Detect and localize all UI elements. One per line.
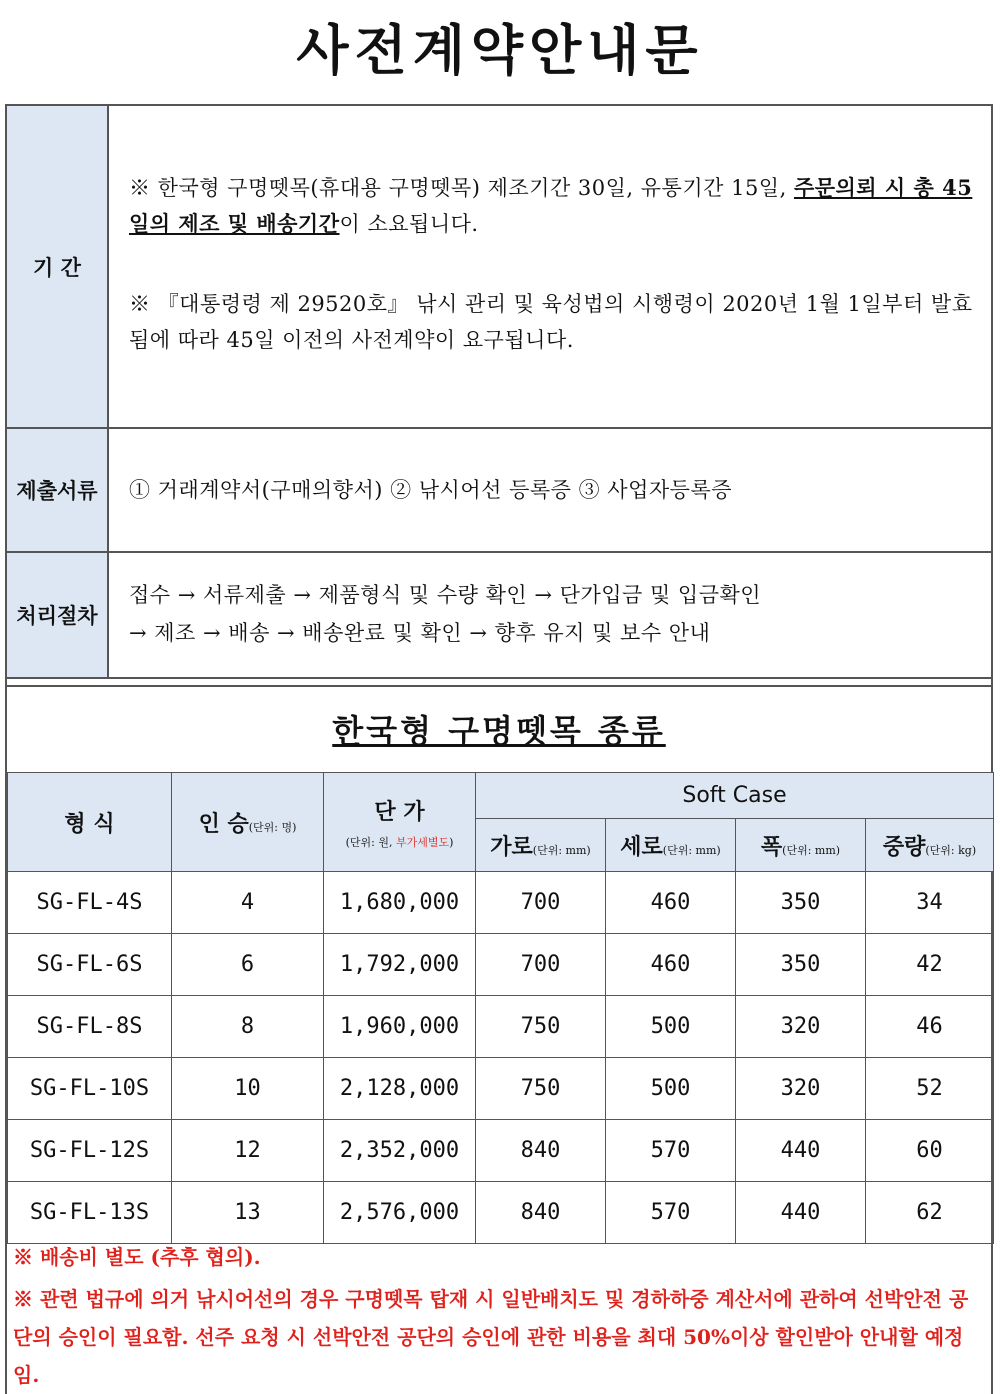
cell-model: SG-FL-6S: [8, 934, 172, 996]
header-model: 형 식: [8, 773, 172, 872]
documents-text: ① 거래계약서(구매의향서) ② 낚시어선 등록증 ③ 사업자등록증: [129, 478, 733, 502]
header-softcase: Soft Case: [476, 773, 994, 819]
cell-capacity: 8: [172, 996, 324, 1058]
period-note-1-emphasis: 주문의뢰 시 총 45일의 제조 및 배송기간: [129, 175, 973, 236]
cell-price: 1,960,000: [324, 996, 476, 1058]
cell-width: 750: [476, 996, 606, 1058]
header-capacity-unit: (단위: 명): [248, 820, 297, 834]
header-width-label: 가로: [490, 833, 533, 860]
cell-depth: 570: [606, 1120, 736, 1182]
procedure-content: [107, 553, 991, 677]
cell-depth: 500: [606, 1058, 736, 1120]
cell-capacity: 6: [172, 934, 324, 996]
header-height-label: 폭: [760, 833, 783, 860]
cell-width: 700: [476, 872, 606, 934]
cell-height: 350: [736, 934, 866, 996]
cell-weight: 62: [866, 1182, 994, 1244]
cell-model: SG-FL-10S: [8, 1058, 172, 1120]
cell-width: 750: [476, 1058, 606, 1120]
cell-weight: 42: [866, 934, 994, 996]
note-shipping: ※ 배송비 별도 (추후 협의).: [13, 1245, 261, 1269]
cell-price: 1,680,000: [324, 872, 476, 934]
header-price-label: 단 가: [374, 798, 425, 825]
header-width-unit: (단위: mm): [532, 843, 591, 857]
cell-capacity: 4: [172, 872, 324, 934]
cell-height: 320: [736, 996, 866, 1058]
cell-price: 2,576,000: [324, 1182, 476, 1244]
header-capacity: [172, 773, 324, 872]
page-title: 사전계약안내문: [296, 17, 704, 82]
procedure-line-2: → 제조 → 배송 → 배송완료 및 확인 → 향후 유지 및 보수 안내: [129, 621, 711, 645]
cell-model: SG-FL-4S: [8, 872, 172, 934]
cell-width: 840: [476, 1120, 606, 1182]
period-note-1: [129, 170, 991, 242]
cell-depth: 570: [606, 1182, 736, 1244]
cell-depth: 460: [606, 934, 736, 996]
cell-model: SG-FL-13S: [8, 1182, 172, 1244]
cell-price: 1,792,000: [324, 934, 476, 996]
note-regulation: ※ 관련 법규에 의거 낚시어선의 경우 구명뗏목 탑재 시 일반배치도 및 경하하중 계산서에 관하여 선박안전 공단의 승인이 필요함. 선주 요청 시 선박안전 공단의 승인에 관한 비용을 최대 50%이상 할인받아 안내할 예정임.: [13, 1287, 969, 1387]
header-weight: [866, 819, 994, 872]
header-weight-label: 중량: [882, 833, 926, 860]
header-depth-unit: (단위: mm): [662, 843, 721, 857]
raft-spec-table: [7, 772, 994, 1244]
table-row: [8, 1058, 994, 1120]
procedure-label: 처리절차: [7, 553, 109, 677]
table-row: [8, 996, 994, 1058]
cell-weight: 46: [866, 996, 994, 1058]
header-weight-unit: (단위: kg): [925, 843, 977, 857]
cell-weight: 60: [866, 1120, 994, 1182]
price-unit-suffix: ): [449, 835, 454, 849]
cell-width: 700: [476, 934, 606, 996]
cell-price: 2,352,000: [324, 1120, 476, 1182]
price-unit-vat: 부가세별도: [395, 835, 450, 849]
table-row: [8, 1182, 994, 1244]
documents-content: [107, 429, 991, 551]
cell-capacity: 13: [172, 1182, 324, 1244]
cell-width: 840: [476, 1182, 606, 1244]
header-price-unit: [324, 834, 475, 850]
header-depth-label: 세로: [620, 833, 663, 860]
header-height: [736, 819, 866, 872]
period-row: [7, 106, 991, 429]
period-note-1c: 이 소요됩니다.: [339, 212, 479, 236]
cell-capacity: 10: [172, 1058, 324, 1120]
cell-capacity: 12: [172, 1120, 324, 1182]
period-label: 기 간: [7, 106, 109, 427]
table-row: [8, 1120, 994, 1182]
header-depth: [606, 819, 736, 872]
notice-frame: [5, 104, 993, 1394]
cell-height: 440: [736, 1182, 866, 1244]
cell-height: 440: [736, 1120, 866, 1182]
procedure-row: [7, 553, 991, 679]
cell-model: SG-FL-12S: [8, 1120, 172, 1182]
procedure-line-1: 접수 → 서류제출 → 제품형식 및 수량 확인 → 단가입금 및 입금확인: [129, 583, 762, 607]
table-row: [8, 934, 994, 996]
header-price: [324, 773, 476, 872]
documents-label: 제출서류: [7, 429, 109, 551]
price-unit-prefix: (단위: 원,: [345, 835, 396, 849]
header-capacity-label: 인 승: [198, 810, 249, 837]
cell-depth: 460: [606, 872, 736, 934]
period-content: [107, 106, 991, 427]
cell-height: 320: [736, 1058, 866, 1120]
cell-weight: 34: [866, 872, 994, 934]
period-note-1a: ※ 한국형 구명뗏목(휴대용 구명뗏목) 제조기간 30일, 유통기간 15일,: [129, 176, 794, 200]
cell-weight: 52: [866, 1058, 994, 1120]
header-height-unit: (단위: mm): [782, 843, 841, 857]
documents-row: [7, 429, 991, 553]
cell-price: 2,128,000: [324, 1058, 476, 1120]
period-note-2: ※ 『대통령령 제 29520호』 낚시 관리 및 육성법의 시행령이 2020년 1월 1일부터 발효됨에 따라 45일 이전의 사전계약이 요구됩니다.: [129, 292, 973, 352]
header-width: [476, 819, 606, 872]
cell-model: SG-FL-8S: [8, 996, 172, 1058]
cell-height: 350: [736, 872, 866, 934]
section-title: 한국형 구명뗏목 종류: [332, 712, 666, 750]
cell-depth: 500: [606, 996, 736, 1058]
table-row: [8, 872, 994, 934]
